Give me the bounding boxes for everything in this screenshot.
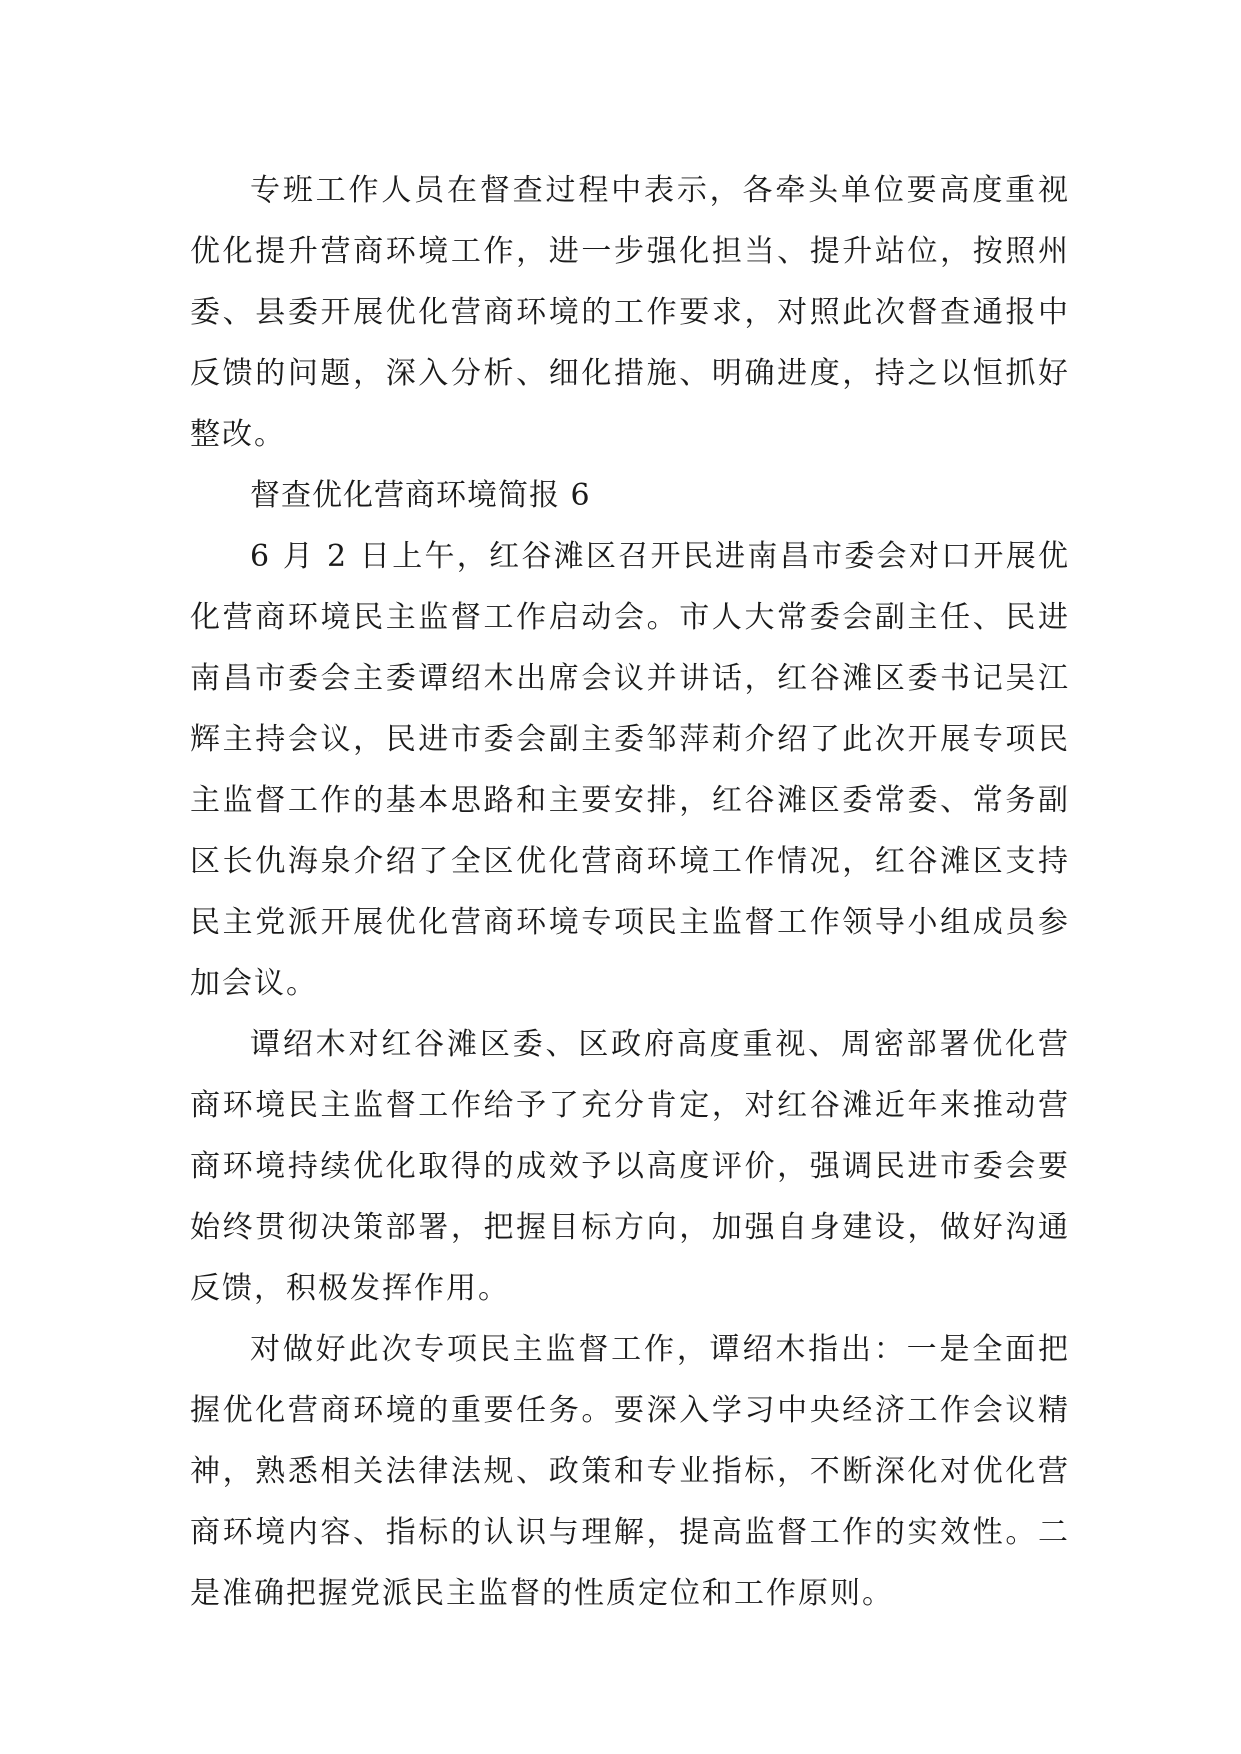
- paragraph-affirmation: 谭绍木对红谷滩区委、区政府高度重视、周密部署优化营商环境民主监督工作给予了充分肯定，对红谷滩近年来推动营商环境持续优化取得的成效予以高度评价，强调民进市委会要始终贯彻决策部署，把握目标方向，加强自身建设，做好沟通反馈，积极发挥作用。: [190, 1027, 1070, 1306]
- paragraph-supervision-remarks: 专班工作人员在督查过程中表示，各牵头单位要高度重视优化提升营商环境工作，进一步强化担当、提升站位，按照州委、县委开展优化营商环境的工作要求，对照此次督查通报中反馈的问题，深入分析、细化措施、明确进度，持之以恒抓好整改。: [190, 173, 1070, 452]
- section-heading: 督查优化营商环境简报 6: [250, 478, 591, 513]
- document-page: [190, 160, 1070, 1624]
- paragraph-instructions: 对做好此次专项民主监督工作，谭绍木指出：一是全面把握优化营商环境的重要任务。要深入学习中央经济工作会议精神，熟悉相关法律法规、政策和专业指标，不断深化对优化营商环境内容、指标的认识与理解，提高监督工作的实效性。二是准确把握党派民主监督的性质定位和工作原则。: [190, 1332, 1070, 1611]
- paragraph-launch-meeting: 6 月 2 日上午，红谷滩区召开民进南昌市委会对口开展优化营商环境民主监督工作启动会。市人大常委会副主任、民进南昌市委会主委谭绍木出席会议并讲话，红谷滩区委书记吴江辉主持会议，民进市委会副主委邹萍莉介绍了此次开展专项民主监督工作的基本思路和主要安排，红谷滩区委常委、常务副区长仇海泉介绍了全区优化营商环境工作情况，红谷滩区支持民主党派开展优化营商环境专项民主监督工作领导小组成员参加会议。: [190, 539, 1070, 1001]
